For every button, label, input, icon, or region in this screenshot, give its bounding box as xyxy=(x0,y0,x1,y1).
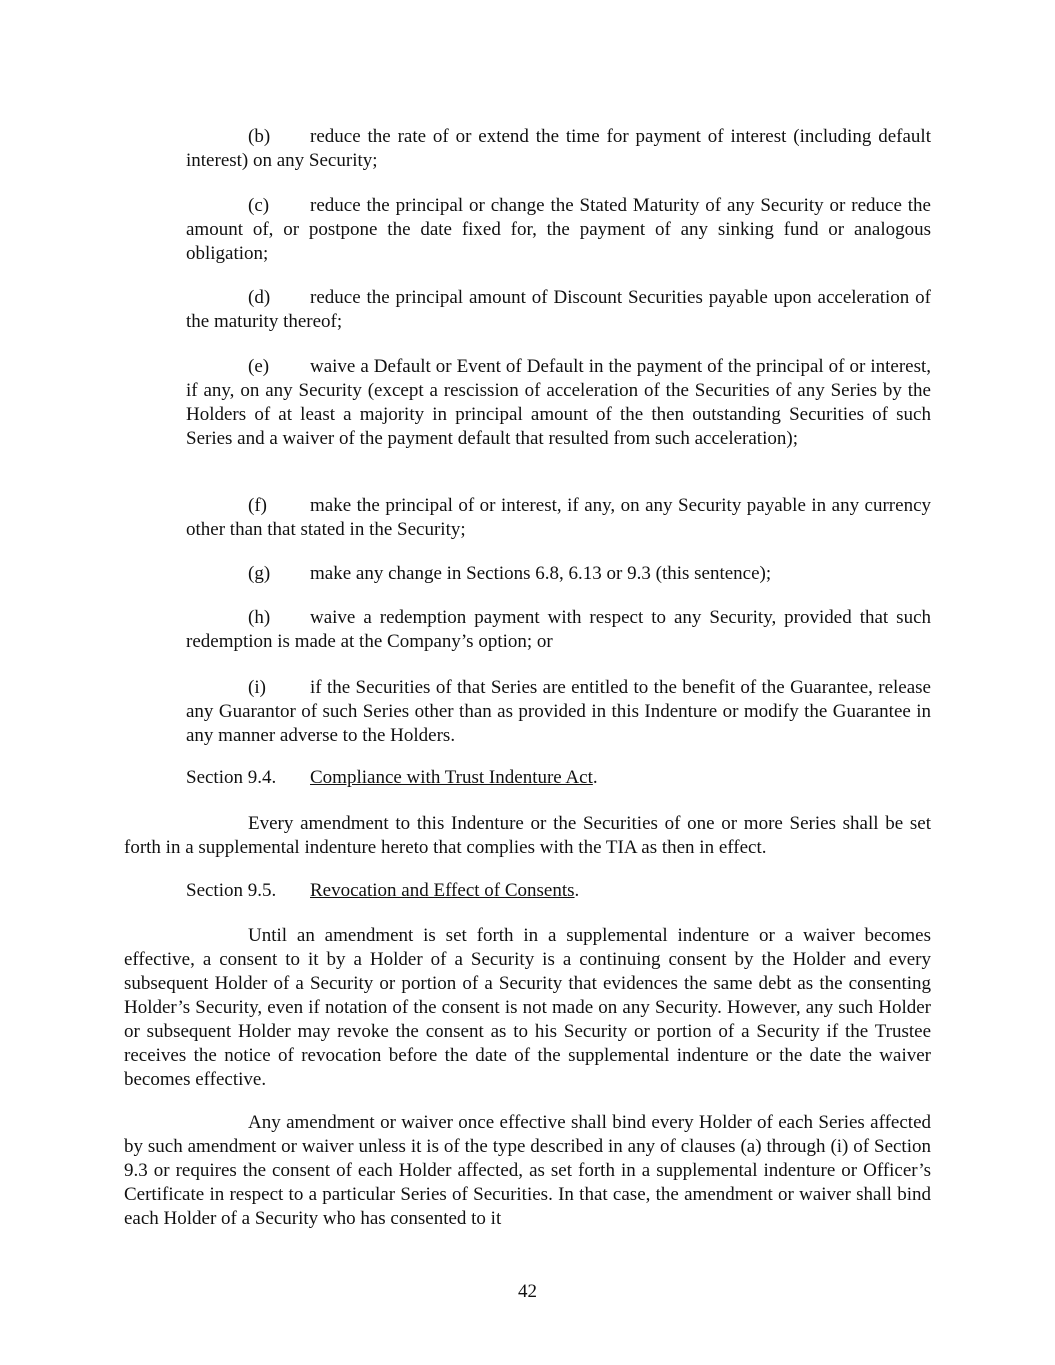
clause-e xyxy=(186,355,931,451)
section-9-4-paragraph: Every amendment to this Indenture or the Securities of one or more Series shall be set forth in a supplemental indenture hereto that complies with the TIA as then in effect. xyxy=(124,813,931,858)
clause-b xyxy=(186,125,931,173)
section-9-5-paragraph-1: Until an amendment is set forth in a supplemental indenture or a waiver becomes effective, a consent to it by a Holder of a Security is a continuing consent by the Holder and every subsequent Holder of a Security or portion of a Security that evidences the same debt as the consenting Holder’s Security, even if notation of the consent is not made on any Security. However, any such Holder or subsequent Holder may revoke the consent as to his Security or portion of a Security if the Trustee receives the notice of revocation before the date of the supplemental indenture or the date the waiver becomes effective. xyxy=(124,925,931,1090)
clause-label: (i) xyxy=(248,677,266,698)
clause-text: reduce the rate of or extend the time for payment of interest (including default interest) on any Security; xyxy=(186,126,931,171)
clause-label: (f) xyxy=(248,495,267,516)
section-number: Section 9.5. xyxy=(186,880,277,901)
clause-label: (e) xyxy=(248,356,270,377)
clause-d xyxy=(186,286,931,334)
clause-text: reduce the principal or change the Stated Maturity of any Security or reduce the amount of, or postpone the date fixed for, the payment of any sinking fund or analogous obligation; xyxy=(186,195,931,264)
clause-g xyxy=(186,562,931,586)
section-9-5-heading: Section 9.5. Revocation and Effect of Consents. xyxy=(186,880,580,901)
clause-text: make the principal of or interest, if any, on any Security payable in any currency other than that stated in the Security; xyxy=(186,495,931,540)
clause-text: if the Securities of that Series are entitled to the benefit of the Guarantee, release any Guarantor of such Series other than as provided in this Indenture or modify the Guarantee in any manner adverse to the Holders. xyxy=(186,677,931,746)
section-title: Compliance with Trust Indenture Act xyxy=(310,767,593,788)
clause-text: make any change in Sections 6.8, 6.13 or 9.3 (this sentence); xyxy=(310,563,772,584)
clause-text: waive a redemption payment with respect to any Security, provided that such redemption is made at the Company’s option; or xyxy=(186,607,931,652)
section-9-4-heading: Section 9.4. Compliance with Trust Indenture Act. xyxy=(186,767,598,788)
clause-label: (c) xyxy=(248,195,270,216)
page-number: 42 xyxy=(518,1281,537,1302)
section-number: Section 9.4. xyxy=(186,767,277,788)
clause-h xyxy=(186,606,931,654)
clause-label: (b) xyxy=(248,126,271,147)
clause-label: (g) xyxy=(248,563,271,584)
clause-i xyxy=(186,676,931,748)
clause-label: (h) xyxy=(248,607,271,628)
clause-text: waive a Default or Event of Default in the payment of the principal of or interest, if any, on any Security (except a rescission of acceleration of the Securities of any Series by the Holders of at least a majority in principal amount of the then outstanding Securities of such Series and a waiver of the payment default that resulted from such acceleration); xyxy=(186,356,931,449)
clause-c xyxy=(186,194,931,266)
section-title: Revocation and Effect of Consents xyxy=(310,880,575,901)
clause-f xyxy=(186,494,931,542)
section-9-5-paragraph-2: Any amendment or waiver once effective shall bind every Holder of each Series affected by such amendment or waiver unless it is of the type described in any of clauses (a) through (i) of Section 9.3 or requires the consent of each Holder affected, as set forth in a supplemental indenture or Officer’s Certificate in respect to a particular Series of Securities. In that case, the amendment or waiver shall bind each Holder of a Security who has consented to it xyxy=(124,1112,931,1229)
clause-label: (d) xyxy=(248,287,271,308)
clause-text: reduce the principal amount of Discount Securities payable upon acceleration of the maturity thereof; xyxy=(186,287,931,332)
